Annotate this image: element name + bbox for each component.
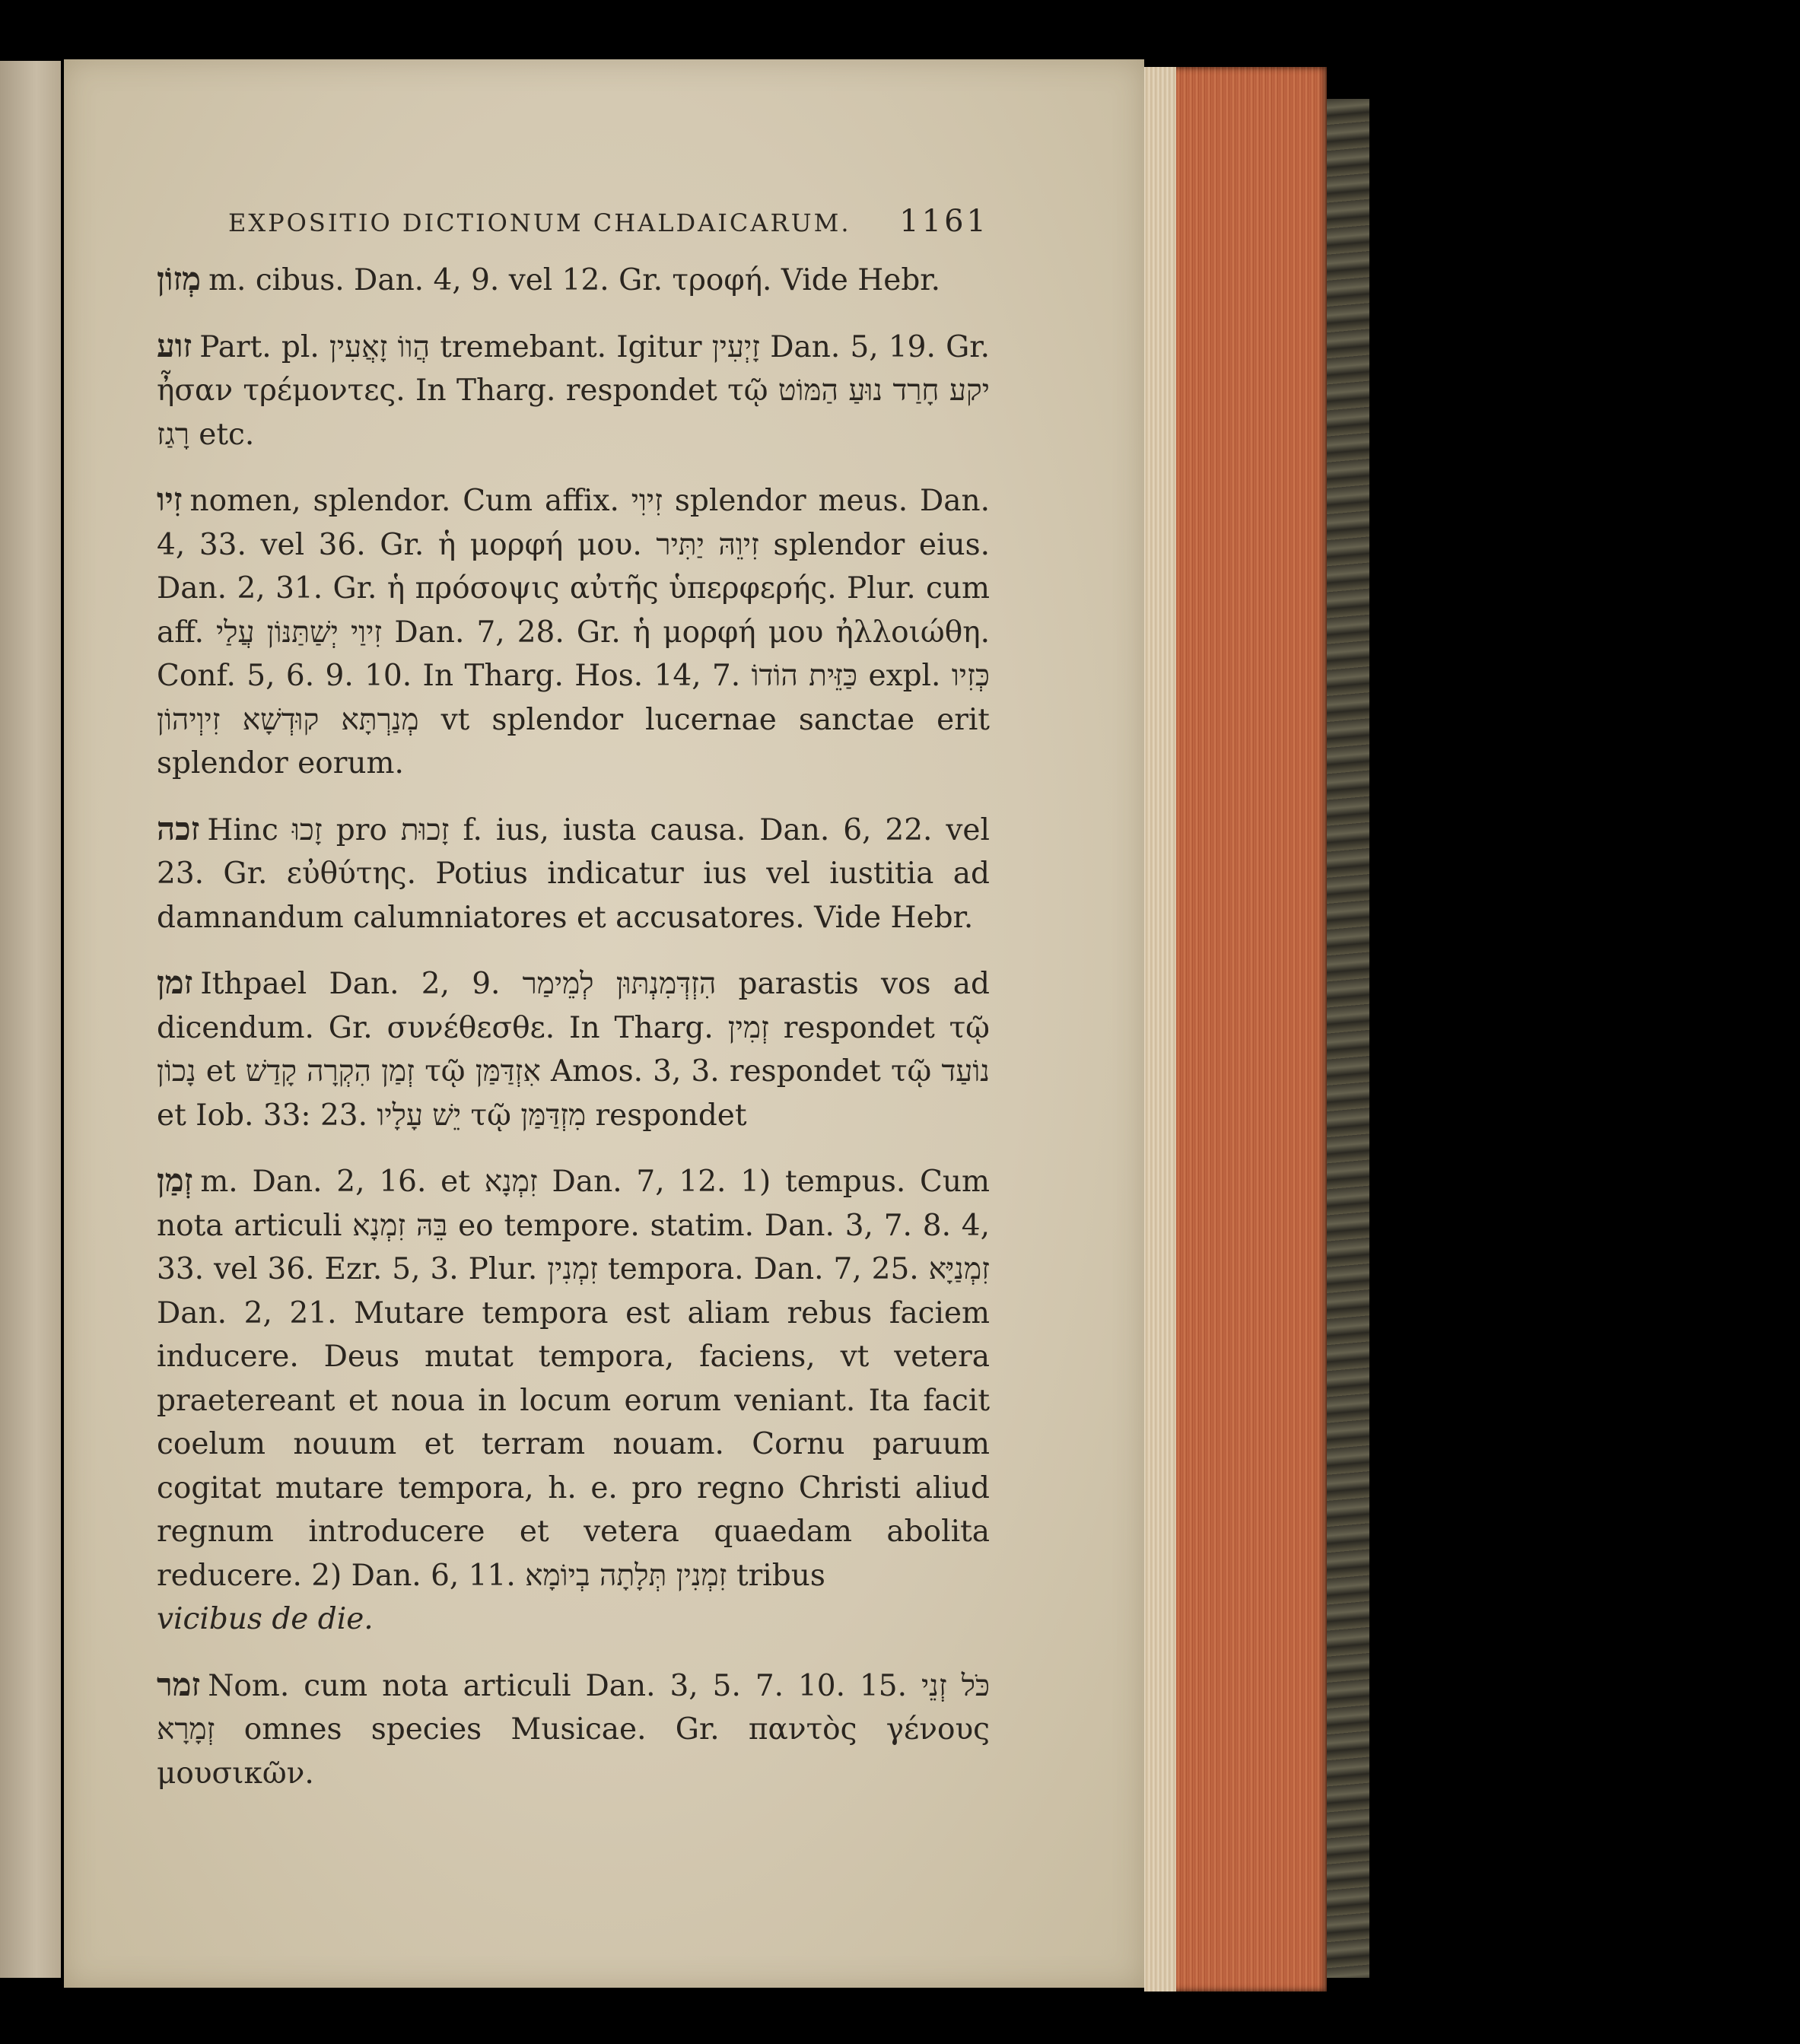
- page-edges-light: [1144, 67, 1176, 1992]
- headword: זמן: [157, 964, 193, 1001]
- entry-text: Part. pl. הֲווֹ זָאֲעִין tremebant. Igitur זָיְעִין Dan. 5, 19. Gr. ἦσαν τρέμοντες. In Tharg. respondet τῷ יקע חָרַד נוּעַ הַמּוֹט רָגַז etc.: [157, 329, 991, 452]
- entry-text: nomen, splendor. Cum affix. זִיוִי splendor meus. Dan. 4, 33. vel 36. Gr. ἡ μορφή μου. זִיוֵהּ יַתִּיר splendor eius. Dan. 2, 31. Gr. ἡ πρόσοψις αὐτῆς ὑπερφερής. Plur. cum aff. זִיוַי יְשַׁתַּנּוֹן עֲלַי Dan. 7, 28. Gr. ἡ μορφή μου ἠλλοιώθη. Conf. 5, 6. 9. 10. In Tharg. Hos. 14, 7. כַּזֵּית הוֹדוֹ expl. כְּזִיו מְנַרְתָּא קוּדְשָׁא זִיוְיהוֹן vt splendor lucernae sanctae erit splendor eorum.: [157, 484, 990, 780]
- headword: זכה: [157, 809, 200, 847]
- text-body: [157, 257, 990, 1817]
- entry-zua: [157, 324, 990, 457]
- headword: זְמַן: [157, 1162, 193, 1199]
- page-number: 1161: [899, 204, 989, 239]
- entry-text: Ithpael Dan. 2, 9. הִזְדְּמִנְתּוּן לְמֵימַר parastis vos ad dicendum. Gr. συνέθεσθε. In Tharg. זְמִין respondet τῷ נָכוֹן et זְמַן הִקְרָה קָדַשׁ τῷ אִזְדַּמַּן Amos. 3, 3. respondet τῷ נוֹעַד et Iob. 33: 23. יֵשׁ עָלָיו τῷ מִזְדַּמַּן respondet: [157, 967, 990, 1133]
- entry-zeman-noun: [157, 1159, 990, 1642]
- entry-zaman-verb: [157, 961, 990, 1137]
- entry-ziv: [157, 478, 990, 786]
- entry-text: m. Dan. 2, 16. et זִמְנָא Dan. 7, 12. 1) tempus. Cum nota articuli בֵּהּ זִמְנָא eo tempore. statim. Dan. 3, 7. 8. 4, 33. vel 36. Ezr. 5, 3. Plur. זִמְנִין tempora. Dan. 7, 25. זִמְנַיָּא Dan. 2, 21. Mutare tempora est aliam rebus faciem inducere. Deus mutat tempora, faciens, vt vetera praetereant et noua in locum eorum veniant. Ita facit coelum nouum et terram nouam. Cornu paruum cogitat mutare tempora, h. e. pro regno Christi aliud regnum introducere et vetera quaedam abolita reducere. 2) Dan. 6, 11. זִמְנִין תְּלָתָה בְיוֹמָא tribus: [157, 1165, 991, 1593]
- headword: זוע: [157, 326, 192, 364]
- entry-tail: vicibus de die.: [157, 1602, 374, 1636]
- running-header: [228, 204, 989, 239]
- entry-zamar: [157, 1663, 990, 1796]
- headword: מְזוֹן: [157, 260, 202, 297]
- entry-zakah: [157, 807, 990, 940]
- book-cover: [1327, 99, 1369, 1978]
- left-page-edge: [0, 61, 61, 1978]
- entry-text: Hinc זָכוּ pro זָכוּת f. ius, iusta causa. Dan. 6, 22. vel 23. Gr. εὐθύτης. Potius indicatur ius vel iustitia ad damnandum calumniatores et accusatores. Vide Hebr.: [157, 812, 990, 935]
- entry-text: Nom. cum nota articuli Dan. 3, 5. 7. 10. 15. כֹּל זְנֵי זְמָרָא omnes species Musicae. Gr. παντὸς γένους μουσικῶν.: [157, 1668, 990, 1791]
- headword: זִיו: [157, 481, 183, 518]
- header-title: EXPOSITIO DICTIONUM CHALDAICARUM.: [228, 208, 851, 237]
- entry-text: m. cibus. Dan. 4, 9. vel 12. Gr. τροφή. Vide Hebr.: [208, 263, 941, 297]
- entry-mezon: [157, 257, 990, 303]
- headword: זמר: [157, 1665, 201, 1703]
